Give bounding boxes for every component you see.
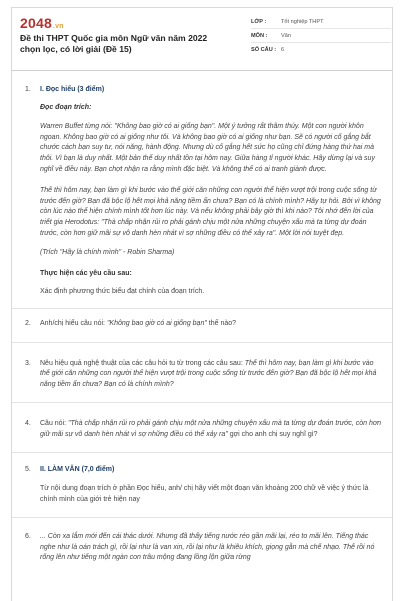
passage-paragraph-2: Thế thì hôm nay, bạn làm gì khi bước vào thế giới căn những con người thể hiện vượt trội trong cuộc sống từ trước đến giờ? Bạn đã bộc lộ hết mọi khả năng tiềm ẩn chưa? Bạn có là chính mình? Hãy tự hỏi. Bởi vì không còn lúc nào thể hiện chính mình tốt hơn lúc này. Và nếu không phải bây giờ thì khi nào? Tôi nhớ đến lời của triết gia Herodotus: "Thà chấp nhận rủi ro phải gánh chịu một nửa những chuyện xấu mà ta từng dự đoán trước, còn hơn giữ mãi sự vô danh hèn nhát vì sợ những điều có thể xảy ra". Một lời nói tuyệt đẹp. — [40, 187, 381, 237]
meta-value: 6 — [281, 46, 285, 53]
question-quote: ... Còn xa lắm mới đến cái thác dưới. Nhưng đã thấy tiếng nước réo gần mãi lại, réo to mãi lên. Tiếng thác nghe như là oán trách gì, rồi lại như là van xin, rồi lại như là khiêu khích, giọng gằn mà chế nhạo. Thế rồi nó rống lên như tiếng một ngàn con trâu mộng đang lồng lộn giữa rừng — [40, 533, 375, 562]
question-lead: Câu nói: — [40, 420, 69, 428]
question-number: 6. — [25, 533, 31, 541]
question-text — [40, 319, 382, 330]
meta-value: Tốt nghiệp THPT — [281, 18, 324, 25]
meta-label: SỐ CÂU : — [251, 46, 277, 53]
question-lead: Anh/chị hiểu câu nói: — [40, 319, 107, 327]
question-5 — [12, 453, 392, 517]
question-text: Từ nội dung đoạn trích ở phần Đọc hiểu, anh/ chị hãy viết một đoạn văn khoảng 200 chữ về việc ý thức là chính mình của giới trẻ hiện nay — [40, 485, 369, 503]
question-number: 2. — [25, 319, 31, 327]
question-number: 3. — [25, 359, 31, 367]
document-page — [11, 7, 393, 601]
meta-value: Văn — [281, 32, 291, 39]
meta-label: LỚP : — [251, 18, 267, 25]
question-number: 1. — [25, 86, 31, 93]
meta-row-class — [251, 15, 391, 29]
question-text — [40, 419, 382, 440]
passage-paragraph-1: Warren Buffet từng nói: "Không bao giờ có ai giống bạn". Một ý tưởng rất thâm thúy. Một con người khôn ngoan. Không bao giờ có ai giống như tôi. Và không bao giờ có ai giống như bạn. Sẽ có người cố gắng bắt chước cách bạn suy tư, nói năng, hành động. Nhưng dù cố gắng hết sức họ cũng chỉ đứng hàng thứ hai mà thôi. Vì bạn là duy nhất. Một bản thể duy nhất tồn tại hôm nay. Giữa hàng tỉ người khác. Hãy dừng lại và suy nghĩ về điều này. Bạn chợt nhận ra rằng mình đặc biệt. Và không thể có ai tranh giành được. — [40, 123, 375, 173]
question-2 — [12, 309, 392, 342]
site-logo[interactable] — [20, 15, 64, 31]
question-tail: thế nào? — [206, 319, 237, 327]
question-quote: "Thà chấp nhận rủi ro phải gánh chịu một nửa những chuyện xấu mà ta từng dự đoán trước, còn hơn giữ mãi sự vô danh hèn nhát vì sợ những điều có thể xảy ra" — [40, 420, 381, 438]
meta-table — [251, 15, 391, 56]
question-text: Xác định phương thức biểu đạt chính của đoạn trích. — [40, 288, 205, 296]
section-heading: II. LÀM VĂN (7,0 điểm) — [40, 466, 115, 474]
passage-source: (Trích "Hãy là chính mình" - Robin Sharma) — [40, 249, 175, 257]
section-heading: I. Đọc hiểu (3 điểm) — [40, 86, 105, 93]
question-number: 5. — [25, 466, 31, 474]
logo-text: 2048 — [20, 15, 52, 31]
task-label: Thực hiện các yêu cầu sau: — [40, 269, 132, 277]
question-number: 4. — [25, 420, 31, 428]
passage-label: Đọc đoạn trích: — [40, 103, 92, 111]
question-3 — [12, 343, 392, 403]
questions-list — [12, 71, 392, 564]
question-4 — [12, 403, 392, 452]
question-tail: gợi cho anh chị suy nghĩ gì? — [227, 430, 318, 438]
logo-tld: .vn — [52, 23, 64, 30]
question-quote: Thế thì hôm nay, bạn làm gì khi bước vào thế giới căn những con người thể hiện vượt trội trong cuộc sống từ trước đến giờ? Bạn đã bộc lộ hết mọi khả năng tiềm ẩn chưa? Bạn có là chính mình? — [40, 359, 377, 388]
question-quote: "Không bao giờ có ai giống bạn" — [106, 319, 207, 327]
document-title: Đề thi THPT Quốc gia môn Ngữ văn năm 2022 chọn lọc, có lời giải (Đề 15) — [20, 33, 208, 54]
question-text — [40, 359, 382, 391]
meta-row-count — [251, 43, 391, 56]
meta-label: MÔN : — [251, 32, 268, 39]
document-header — [12, 8, 392, 68]
meta-row-subject — [251, 29, 391, 43]
question-lead: Nêu hiệu quả nghệ thuật của các câu hỏi tu từ trong các câu sau: — [40, 359, 245, 367]
question-1 — [12, 71, 392, 308]
question-6 — [12, 518, 392, 564]
